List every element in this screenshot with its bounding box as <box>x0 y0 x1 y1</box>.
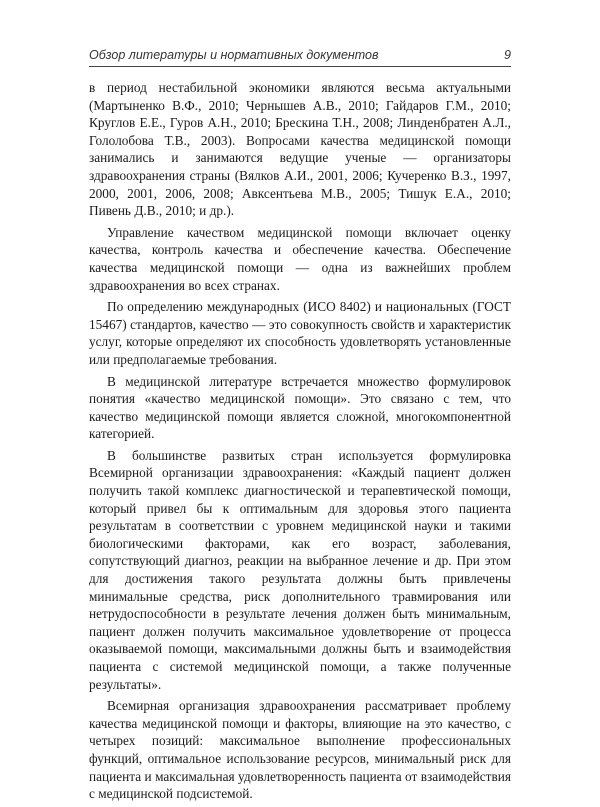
page-number: 9 <box>504 48 511 62</box>
paragraph: По определению международных (ИСО 8402) и национальных (ГОСТ 15467) стандартов, качество — это совокупность свойств и характеристик услуг, которые определяют их способность удовлетворять установленные или предполагаемые требования. <box>89 299 511 367</box>
paragraph: В медицинской литературе встречается множество формулировок понятия «качество медицинской помощи». Это связано с тем, что качество медицинской помощи является сложной, многокомпонентной категорией. <box>89 373 511 442</box>
running-head <box>89 48 511 66</box>
paragraph: в период нестабильной экономики являются весьма актуальными (Мартыненко В.Ф., 2010; Чернышев А.В., 2010; Гайдаров Г.М., 2010; Круглов Е.Е., Гуров А.Н., 2010; Брескина Т.Н., 2008; Линденбратен А.Л., Гололобова Т.В., 2003). Вопросами качества медицинской помощи занимались и занимаются ведущие ученые — организаторы здравоохранения страны (Вялков А.И., 2001, 2006; Кучеренко В.З., 1997, 2000, 2001, 2006, 2008; Авксентьева М.В., 2005; Тишук Е.А., 2010; Пивень Д.В., 2010; и др.). <box>89 80 511 219</box>
paragraph: Управление качеством медицинской помощи включает оценку качества, контроль качества и обеспечение качества. Обеспечение качества медицинской помощи — одна из важнейших проблем здравоохранения во всех странах. <box>89 224 511 293</box>
paragraph: В большинстве развитых стран используется формулировка Всемирной организации здравоохранения: «Каждый пациент должен получить такой комплекс диагностической и терапевтической помощи, который привел бы к оптимальным для здоровья этого пациента результатам в соответствии с уровнем медицинской науки и такими биологическими факторами, как его возраст, заболевания, сопутствующий диагноз, реакции на выбранное лечение и др. При этом для достижения такого результата должны быть привлечены минимальные средства, риск дополнительного травмирования или нетрудоспособности в результате лечения должен быть минимальным, пациент должен получить максимальное удовлетворение от процесса оказываемой помощи, максимальными должны быть и взаимодействия пациента с системой медицинской помощи, а также полученные результаты». <box>89 447 511 692</box>
paragraph: Всемирная организация здравоохранения рассматривает проблему качества медицинской помощи и факторы, влияющие на это качество, с четырех позиций: максимальное выполнение профессиональных функций, оптимальное использование ресурсов, минимальный риск для пациента и максимальная удовлетворенность пациента от взаимодействия с медицинской подсистемой. <box>89 698 511 802</box>
body-text <box>89 79 511 807</box>
header-rule <box>89 66 511 67</box>
running-head-title: Обзор литературы и нормативных документов <box>89 48 379 62</box>
